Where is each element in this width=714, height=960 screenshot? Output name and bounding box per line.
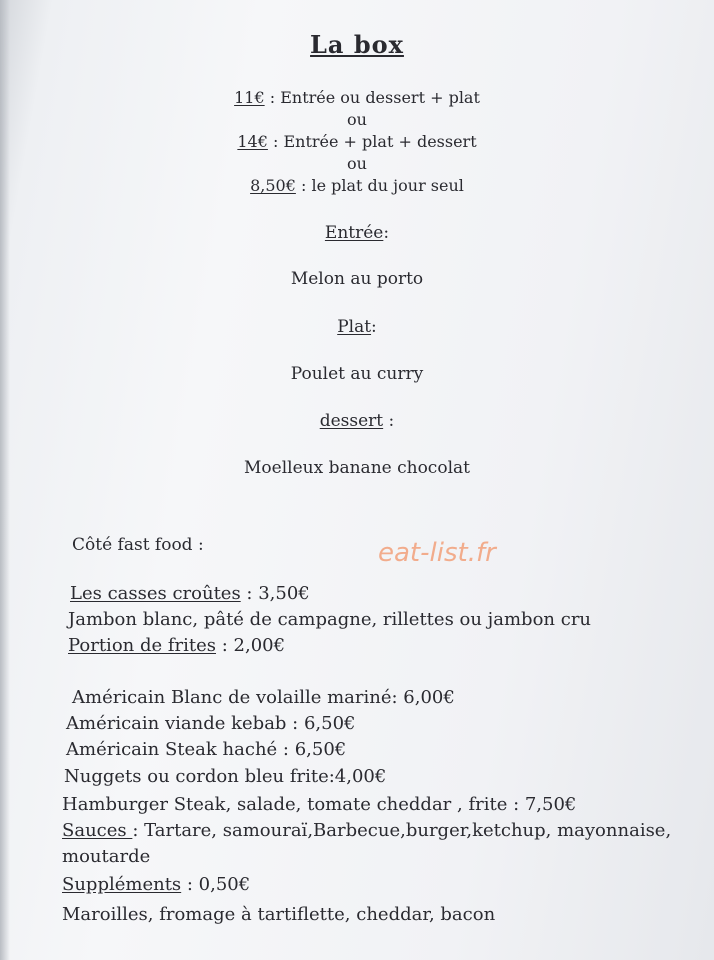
- dessert-item: Moelleux banane chocolat: [244, 458, 470, 478]
- entree-heading: Entrée:: [324, 223, 390, 243]
- casse-croute-items: Jambon blanc, pâté de campagne, rillettes ou jambon cru: [68, 609, 592, 630]
- frites-line: Portion de frites : 2,00€: [68, 635, 286, 656]
- sauces-line: Sauces : Tartare, samouraï,Barbecue,burger,ketchup, mayonnaise,: [62, 820, 672, 841]
- sauces-continued: moutarde: [62, 846, 151, 867]
- casse-croute-line: Les casses croûtes : 3,50€: [70, 583, 310, 604]
- fastfood-item: Nuggets ou cordon bleu frite:4,00€: [64, 766, 387, 787]
- plat-heading: Plat:: [337, 317, 377, 337]
- formula-11: 11€ : Entrée ou dessert + plat: [234, 88, 480, 107]
- formula-separator: ou: [347, 154, 367, 173]
- fastfood-item: Américain Steak haché : 6,50€: [66, 739, 347, 760]
- fastfood-item: Américain viande kebab : 6,50€: [66, 713, 356, 734]
- menu-title: La box: [310, 30, 404, 59]
- fastfood-heading: Côté fast food :: [72, 535, 204, 555]
- entree-item: Melon au porto: [290, 269, 424, 289]
- formula-plat-du-jour: 8,50€ : le plat du jour seul: [250, 176, 464, 195]
- plat-item: Poulet au curry: [290, 364, 424, 384]
- supplements-line: Suppléments : 0,50€: [62, 874, 251, 895]
- dessert-heading: dessert :: [319, 411, 395, 431]
- fastfood-item: Américain Blanc de volaille mariné: 6,00€: [72, 687, 455, 708]
- watermark: eat-list.fr: [378, 538, 496, 568]
- fastfood-item: Hamburger Steak, salade, tomate cheddar , frite : 7,50€: [62, 794, 577, 815]
- formula-separator: ou: [347, 110, 367, 129]
- formula-14: 14€ : Entrée + plat + dessert: [237, 132, 477, 151]
- supplements-items: Maroilles, fromage à tartiflette, cheddar, bacon: [62, 904, 496, 925]
